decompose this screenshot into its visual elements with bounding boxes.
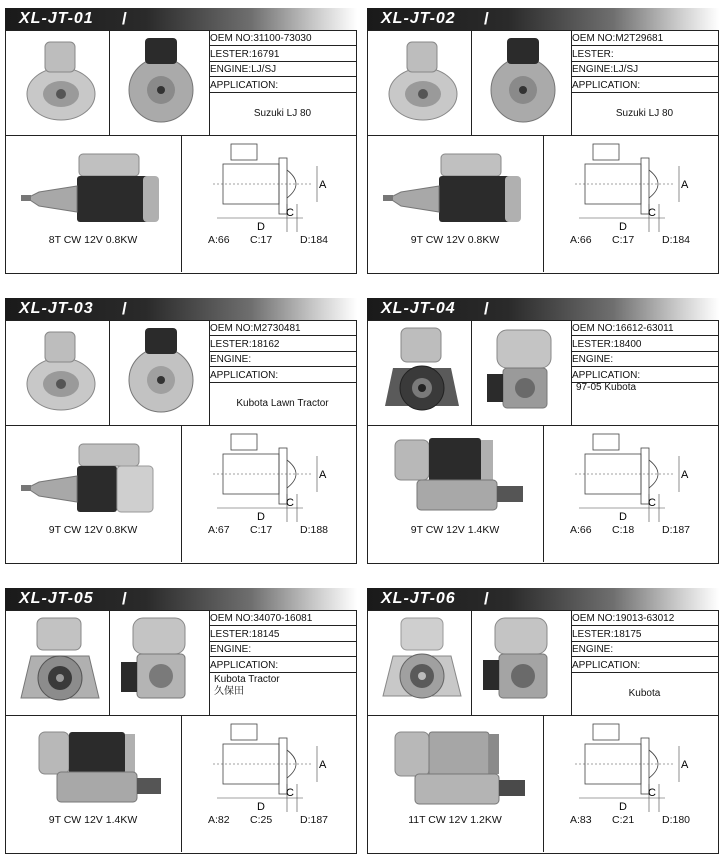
dim-label-c: C	[286, 207, 294, 219]
application-label: APPLICATION:	[210, 370, 279, 381]
dim-label-d: D	[619, 801, 627, 813]
dim-label-c: C	[648, 787, 656, 799]
dim-label-d: D	[257, 221, 265, 233]
dimension-diagram-icon	[563, 428, 693, 526]
starter-motor-rear-photo-icon	[121, 326, 201, 420]
lester-number: LESTER:18162	[210, 339, 280, 350]
application-text: 97-05 Kubota	[576, 382, 637, 393]
engine: ENGINE:LJ/SJ	[210, 64, 277, 75]
dim-label-a: A	[319, 469, 327, 481]
dim-label-d: D	[257, 801, 265, 813]
header-slash: /	[484, 9, 489, 28]
application-label: APPLICATION:	[572, 80, 641, 91]
spec-line: 11T CW 12V 1.2KW	[408, 814, 502, 826]
oem-number: OEM NO:19013-63012	[572, 613, 675, 624]
application-text: Kubota Tractor 久保田	[214, 674, 280, 697]
product-card-5	[5, 588, 357, 854]
header-slash: /	[484, 299, 489, 318]
dim-label-c: C	[648, 497, 656, 509]
dim-a: A:83	[570, 814, 592, 826]
spec-line: 8T CW 12V 0.8KW	[48, 234, 138, 246]
dim-c: C:21	[612, 814, 635, 826]
starter-motor-side-photo-icon	[19, 438, 169, 518]
application-text: Kubota	[628, 688, 661, 699]
application-value	[210, 93, 355, 135]
oem-number: OEM NO:M2T29681	[572, 33, 664, 44]
dim-label-a: A	[681, 759, 689, 771]
dim-c: C:18	[612, 524, 635, 536]
application-value	[210, 674, 355, 700]
dim-label-a: A	[681, 469, 689, 481]
spec-line: 9T CW 12V 0.8KW	[410, 234, 500, 246]
product-code: XL-JT-03	[19, 300, 94, 317]
header-slash: /	[122, 589, 127, 608]
application-value	[210, 383, 355, 425]
dim-d: D:187	[300, 814, 329, 826]
card-header	[367, 298, 719, 320]
application-value	[572, 382, 717, 394]
starter-motor-rear-photo-icon	[483, 36, 563, 130]
dimensions	[570, 814, 690, 826]
dim-d: D:187	[662, 524, 691, 536]
spec-line: 9T CW 12V 1.4KW	[48, 814, 138, 826]
application-text: Kubota Lawn Tractor	[236, 398, 329, 409]
application-value	[572, 93, 717, 135]
dim-label-c: C	[286, 497, 294, 509]
application-text: Suzuki LJ 80	[615, 108, 674, 119]
lester-number: LESTER:16791	[210, 49, 280, 60]
product-code: XL-JT-06	[381, 590, 456, 607]
starter-motor-side-photo-icon	[389, 728, 539, 808]
product-card-4	[367, 298, 719, 564]
starter-motor-rear-photo-icon	[481, 324, 567, 420]
dim-a: A:67	[208, 524, 230, 536]
dim-label-d: D	[257, 511, 265, 523]
lester-number: LESTER:	[572, 49, 614, 60]
starter-motor-side-photo-icon	[381, 148, 531, 228]
product-code: XL-JT-05	[19, 590, 94, 607]
engine: ENGINE:	[572, 644, 614, 655]
product-code: XL-JT-02	[381, 10, 456, 27]
spec-line: 9T CW 12V 1.4KW	[410, 524, 500, 536]
dim-a: A:82	[208, 814, 230, 826]
dim-label-a: A	[681, 179, 689, 191]
dim-d: D:184	[662, 234, 691, 246]
dimension-diagram-icon	[201, 718, 331, 816]
starter-motor-front-photo-icon	[377, 614, 467, 710]
product-code: XL-JT-01	[19, 10, 94, 27]
dim-label-d: D	[619, 221, 627, 233]
starter-motor-front-photo-icon	[15, 614, 105, 710]
product-code: XL-JT-04	[381, 300, 456, 317]
application-text: Suzuki LJ 80	[253, 108, 312, 119]
card-header	[367, 8, 719, 30]
dimension-diagram-icon	[563, 138, 693, 236]
dimensions	[570, 524, 690, 536]
engine: ENGINE:	[572, 354, 614, 365]
dim-a: A:66	[570, 234, 592, 246]
starter-motor-side-photo-icon	[387, 434, 537, 518]
dimension-diagram-icon	[201, 138, 331, 236]
dim-label-a: A	[319, 759, 327, 771]
header-slash: /	[122, 9, 127, 28]
dim-c: C:17	[250, 524, 273, 536]
header-slash: /	[122, 299, 127, 318]
oem-number: OEM NO:34070-16081	[210, 613, 313, 624]
oem-number: OEM NO:31100-73030	[210, 33, 312, 44]
lester-number: LESTER:18400	[572, 339, 642, 350]
dimensions	[570, 234, 690, 246]
oem-number: OEM NO:M2730481	[210, 323, 301, 334]
lester-number: LESTER:18175	[572, 629, 642, 640]
application-label: APPLICATION:	[572, 370, 641, 381]
starter-motor-side-photo-icon	[19, 148, 169, 228]
engine: ENGINE:	[210, 644, 252, 655]
dim-c: C:17	[250, 234, 273, 246]
starter-motor-rear-photo-icon	[117, 614, 205, 710]
engine: ENGINE:LJ/SJ	[572, 64, 639, 75]
dim-label-a: A	[319, 179, 327, 191]
application-label: APPLICATION:	[572, 660, 641, 671]
card-header	[367, 588, 719, 610]
starter-motor-front-photo-icon	[19, 36, 103, 130]
dimensions	[208, 234, 328, 246]
starter-motor-front-photo-icon	[377, 324, 467, 420]
dim-c: C:25	[250, 814, 273, 826]
dim-label-c: C	[286, 787, 294, 799]
dim-c: C:17	[612, 234, 635, 246]
spec-line: 9T CW 12V 0.8KW	[48, 524, 138, 536]
dim-a: A:66	[208, 234, 230, 246]
header-slash: /	[484, 589, 489, 608]
starter-motor-rear-photo-icon	[121, 36, 201, 130]
dim-d: D:188	[300, 524, 329, 536]
engine: ENGINE:	[210, 354, 252, 365]
product-card-3	[5, 298, 357, 564]
product-card-6	[367, 588, 719, 854]
oem-number: OEM NO:16612-63011	[572, 323, 674, 334]
dimension-diagram-icon	[201, 428, 331, 526]
dim-label-d: D	[619, 511, 627, 523]
lester-number: LESTER:18145	[210, 629, 280, 640]
dim-d: D:180	[662, 814, 691, 826]
application-label: APPLICATION:	[210, 80, 279, 91]
card-header	[5, 298, 357, 320]
dim-label-c: C	[648, 207, 656, 219]
application-label: APPLICATION:	[210, 660, 279, 671]
dimensions	[208, 814, 328, 826]
application-value	[572, 673, 717, 715]
starter-motor-front-photo-icon	[381, 36, 465, 130]
product-card-1	[5, 8, 357, 274]
product-card-2	[367, 8, 719, 274]
starter-motor-side-photo-icon	[27, 728, 177, 808]
dim-a: A:66	[570, 524, 592, 536]
dim-d: D:184	[300, 234, 329, 246]
dimension-diagram-icon	[563, 718, 693, 816]
card-header	[5, 588, 357, 610]
card-header	[5, 8, 357, 30]
starter-motor-rear-photo-icon	[479, 614, 567, 710]
dimensions	[208, 524, 328, 536]
starter-motor-front-photo-icon	[19, 326, 103, 420]
